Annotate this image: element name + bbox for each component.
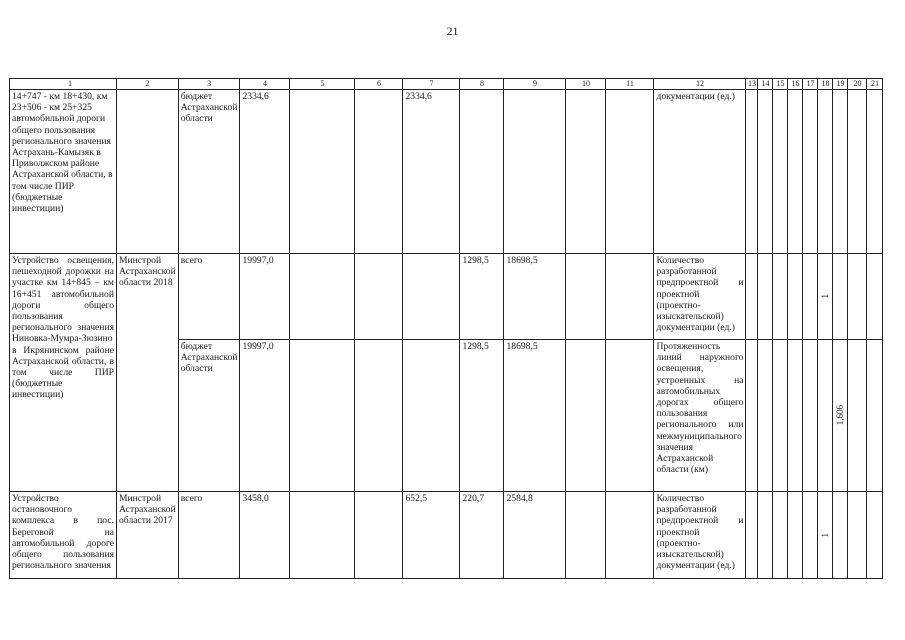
- table-row: [10, 254, 883, 340]
- column-header: 4: [240, 79, 290, 90]
- column-header: 11: [606, 79, 654, 90]
- column-header: 13: [747, 79, 756, 88]
- indicator-value-cell: [818, 254, 833, 340]
- amount-total-cell: 2334,6: [240, 90, 290, 254]
- amount-col7-cell: [403, 254, 460, 340]
- amount-col7-cell: [403, 340, 460, 492]
- amount-col8-cell: 1298,5: [460, 254, 504, 340]
- object-name-cell: Устройство остановочного комплекса в пос. Береговой на автомобильной дороге общего пользования регионального значения: [10, 492, 117, 579]
- column-header: 19: [833, 79, 848, 90]
- table-row: [10, 492, 883, 579]
- column-header: 17: [803, 79, 818, 90]
- column-header: 14: [758, 79, 773, 90]
- funding-source-cell: всего: [178, 492, 240, 579]
- amount-col9-cell: 18698,5: [504, 254, 566, 340]
- indicator-value: 1: [819, 294, 830, 299]
- executor-cell: Минстрой Астраханской области 2018: [117, 254, 179, 492]
- column-header: 3: [178, 79, 240, 90]
- amount-total-cell: 3458,0: [240, 492, 290, 579]
- column-header: 1: [10, 79, 117, 90]
- amount-total-cell: 19997,0: [240, 340, 290, 492]
- column-header: 10: [566, 79, 606, 90]
- column-header: 2: [117, 79, 179, 90]
- indicator-value: 1,606: [834, 405, 845, 426]
- amount-col9-cell: 18698,5: [504, 340, 566, 492]
- funding-source-cell: всего: [178, 254, 240, 340]
- amount-col8-cell: [460, 90, 504, 254]
- amount-col8-cell: 220,7: [460, 492, 504, 579]
- header-row: [10, 79, 883, 90]
- indicator-value: 1: [819, 532, 830, 538]
- amount-col7-cell: 652,5: [403, 492, 460, 579]
- indicator-cell: Количество разработанной предпроектной и проектной (проектно-изыскательской) документации (ед.): [654, 492, 746, 579]
- table-row: [10, 90, 883, 254]
- program-table: [9, 78, 883, 579]
- column-header: 6: [355, 79, 403, 90]
- column-header: 18: [818, 79, 833, 90]
- page-number: 21: [446, 24, 459, 38]
- object-name-cell: 14+747 - км 18+430, км 23+506 - км 25+325 автомобильной дороги общего пользования регионального значения Астрахань-Камызяк в Приволжском районе Астраханской области, в том числе ПИР (бюджетные инвестиции): [10, 90, 117, 254]
- column-header: 21: [867, 79, 883, 90]
- column-header: 16: [788, 79, 803, 90]
- indicator-cell: Количество разработанной предпроектной и проектной (проектно-изыскательской) документации (ед.): [654, 254, 746, 340]
- indicator-value-cell: [833, 340, 848, 492]
- column-header: 9: [504, 79, 566, 90]
- amount-total-cell: 19997,0: [240, 254, 290, 340]
- column-header: 5: [290, 79, 355, 90]
- indicator-value-cell: [818, 492, 833, 579]
- amount-col7-cell: 2334,6: [403, 90, 460, 254]
- amount-col9-cell: 2584,8: [504, 492, 566, 579]
- funding-source-cell: бюджет Астраханской области: [178, 90, 240, 254]
- indicator-cell: документации (ед.): [654, 90, 746, 254]
- indicator-cell: Протяженность линий наружного освещения, устроенных на автомобильных дорогах общего пользования регионального или межмуниципального значения Астраханской области (км): [654, 340, 746, 492]
- amount-col9-cell: [504, 90, 566, 254]
- executor-cell: [117, 90, 179, 254]
- column-header: 7: [403, 79, 460, 90]
- column-header: 20: [848, 79, 867, 90]
- object-name-cell: Устройство освещения, пешеходной дорожки на участке км 14+845 – км 16+451 автомобильной дороги общего пользования регионального значения Ниновка-Мумра-Зюзино в Икрянинском районе Астраханской области, в том числе ПИР (бюджетные инвестиции): [10, 254, 117, 492]
- column-header: 12: [654, 79, 746, 90]
- column-header: 15: [773, 79, 788, 90]
- amount-col8-cell: 1298,5: [460, 340, 504, 492]
- executor-cell: Минстрой Астраханской области 2017: [117, 492, 179, 579]
- funding-source-cell: бюджет Астраханской области: [178, 340, 240, 492]
- column-header: 8: [460, 79, 504, 90]
